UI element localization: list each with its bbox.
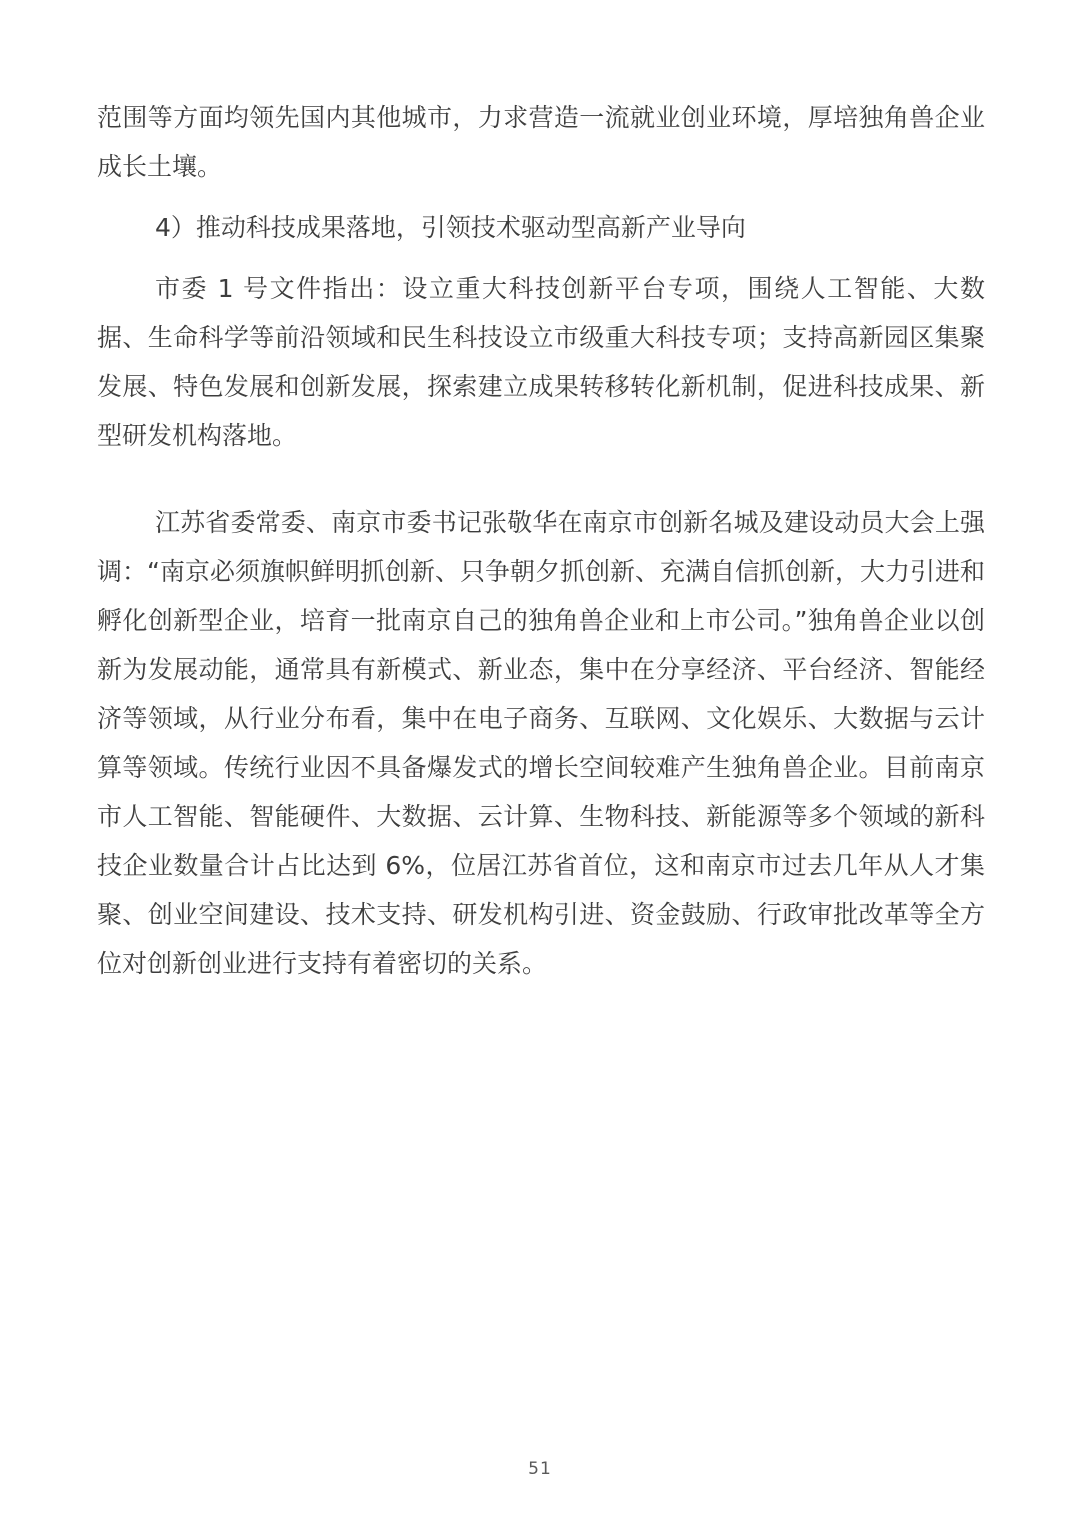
document-body bbox=[97, 93, 985, 988]
subheading-item-4: 4）推动科技成果落地，引领技术驱动型高新产业导向 bbox=[155, 213, 746, 242]
paragraph-city-document: 市委 1 号文件指出：设立重大科技创新平台专项，围绕人工智能、大数据、生命科学等前沿领域和民生科技设立市级重大科技专项；支持高新园区集聚发展、特色发展和创新发展，探索建立成果转移转化新机制，促进科技成果、新型研发机构落地。 bbox=[97, 274, 985, 450]
paragraph-jiangsu-quote: 江苏省委常委、南京市委书记张敬华在南京市创新名城及建设动员大会上强调：“南京必须旗帜鲜明抓创新、只争朝夕抓创新、充满自信抓创新，大力引进和孵化创新型企业，培育一批南京自己的独角兽企业和上市公司。”独角兽企业以创新为发展动能，通常具有新模式、新业态，集中在分享经济、平台经济、智能经济等领域，从行业分布看，集中在电子商务、互联网、文化娱乐、大数据与云计算等领域。传统行业因不具备爆发式的增长空间较难产生独角兽企业。目前南京市人工智能、智能硬件、大数据、云计算、生物科技、新能源等多个领域的新科技企业数量合计占比达到 6%，位居江苏省首位，这和南京市过去几年从人才集聚、创业空间建设、技术支持、研发机构引进、资金鼓励、行政审批改革等全方位对创新创业进行支持有着密切的关系。 bbox=[97, 508, 985, 978]
page-number: 51 bbox=[528, 1459, 552, 1479]
page-footer bbox=[0, 1459, 1080, 1479]
paragraph-continuation: 范围等方面均领先国内其他城市，力求营造一流就业创业环境，厚培独角兽企业成长土壤。 bbox=[97, 103, 985, 181]
